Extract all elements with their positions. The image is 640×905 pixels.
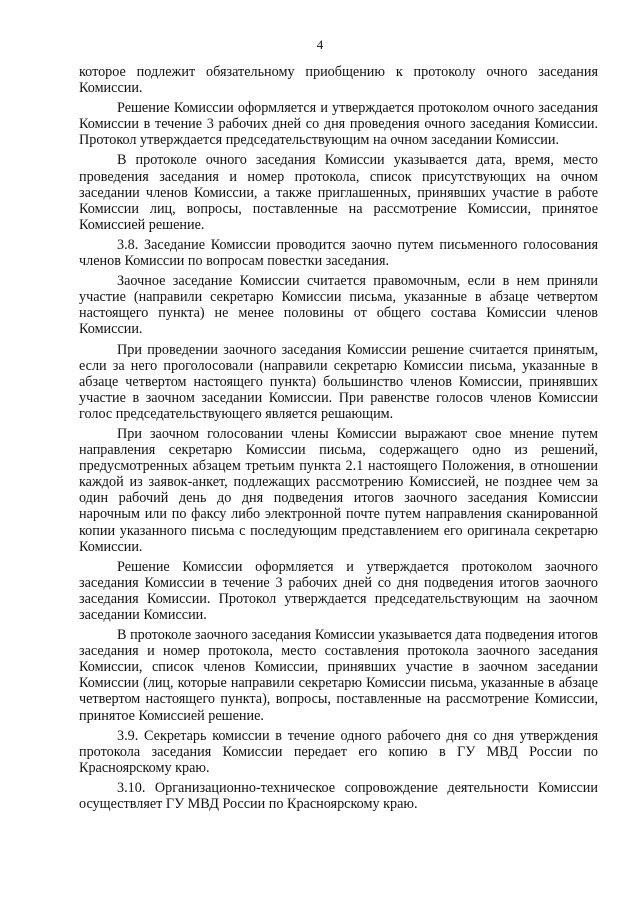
paragraph: Заочное заседание Комиссии считается правомочным, если в нем приняли участие (направили секретарю Комиссии письма, указанные в абзаце четвертом настоящего пункта) не менее половины от общего состава Комиссии членов Комиссии. [79,273,598,338]
paragraph: При проведении заочного заседания Комиссии решение считается принятым, если за него проголосовали (направили секретарю Комиссии письма, указанные в абзаце четвертом настоящего пункта) большинство членов Комиссии, принявших участие в заочном заседании Комиссии. При равенстве голосов членов Комиссии голос председательствующего является решающим. [79,341,598,422]
paragraph-3-10: 3.10. Организационно-техническое сопровождение деятельности Комиссии осуществляет ГУ МВД России по Красноярскому краю. [79,779,598,813]
paragraph-3-9: 3.9. Секретарь комиссии в течение одного рабочего дня со дня утверждения протокола заседания Комиссии передает его копию в ГУ МВД России по Красноярскому краю. [79,727,598,776]
paragraph: Решение Комиссии оформляется и утверждается протоколом очного заседания Комиссии в течение 3 рабочих дней со дня проведения очного заседания Комиссии. Протокол утверждается председательствующим на очном заседании Комиссии. [79,100,598,149]
paragraph: Решение Комиссии оформляется и утверждается протоколом заочного заседания Комиссии в течение 3 рабочих дней со дня подведения итогов заочного заседания Комиссии. Протокол утверждается председательствующим на заочном заседании Комиссии. [79,558,598,623]
paragraph-3-8: 3.8. Заседание Комиссии проводится заочно путем письменного голосования членов Комиссии по вопросам повестки заседания. [79,236,598,270]
document-body [79,64,598,816]
paragraph-continuation: которое подлежит обязательному приобщению к протоколу очного заседания Комиссии. [79,64,598,97]
paragraph: В протоколе заочного заседания Комиссии указывается дата подведения итогов заседания и номер протокола, место составления протокола заочного заседания Комиссии, список членов Комиссии, принявших участие в заочном заседании Комиссии (лиц, которые направили секретарю Комиссии письма, указанные в абзаце четвертом настоящего пункта), вопросы, поставленные на рассмотрение Комиссии, принятое Комиссией решение. [79,627,598,724]
page-number: 4 [316,37,324,52]
paragraph: При заочном голосовании члены Комиссии выражают свое мнение путем направления секретарю Комиссии письма, содержащего одно из решений, предусмотренных абзацем третьим пункта 2.1 настоящего Положения, в отношении каждой из заявок-анкет, подлежащих рассмотрению Комиссией, не позднее чем за один рабочий день до дня подведения итогов заочного заседания Комиссии нарочным или по факсу либо электронной почте путем направления сканированной копии указанного письма с последующим представлением его оригинала секретарю Комиссии. [79,425,598,555]
paragraph: В протоколе очного заседания Комиссии указывается дата, время, место проведения заседания и номер протокола, список присутствующих на очном заседании членов Комиссии, а также приглашенных, принявших участие в работе Комиссии лиц, вопросы, поставленные на рассмотрение Комиссии, принятое Комиссией решение. [79,152,598,233]
